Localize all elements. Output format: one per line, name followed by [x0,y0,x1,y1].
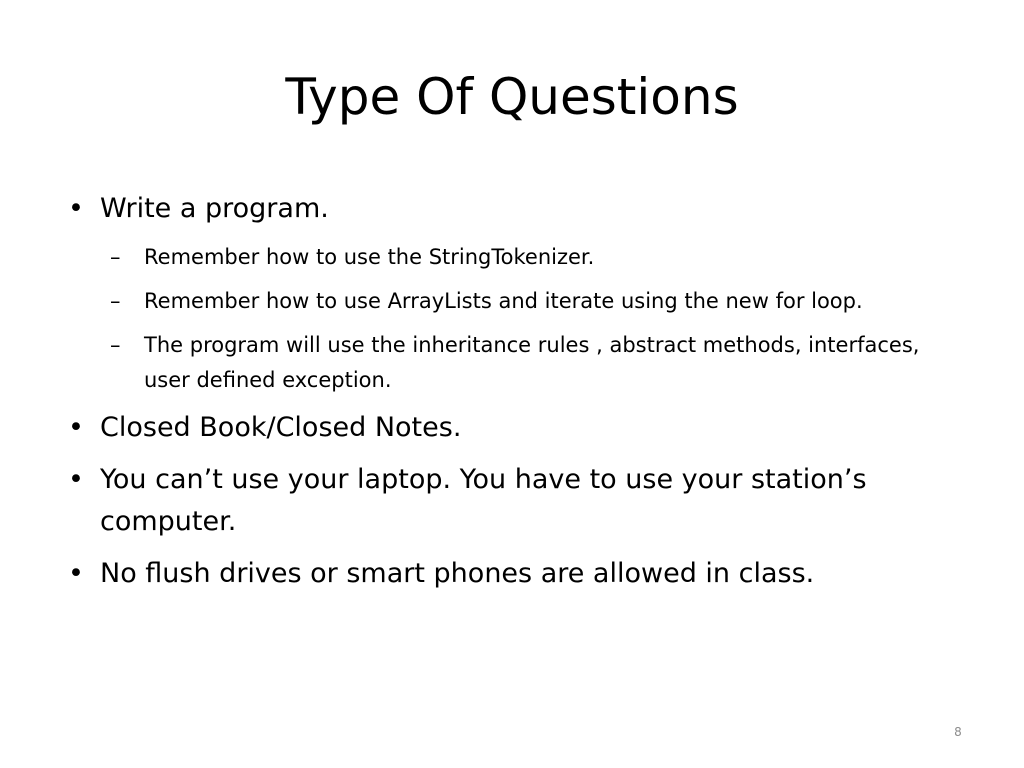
bullet-glyph: • [68,464,84,495]
sub-item-text: The program will use the inheritance rules , abstract methods, interfaces, user defined exception. [144,333,920,392]
sub-item-arraylists [68,284,968,319]
bullet-text: No flush drives or smart phones are allowed in class. [100,558,815,589]
sub-item-text: Remember how to use the StringTokenizer. [144,245,595,269]
dash-glyph: – [110,289,121,313]
slide-content [68,188,968,605]
bullet-text: Closed Book/Closed Notes. [100,412,462,443]
bullet-item-closed-book [68,407,968,449]
sub-item-stringtokenizer [68,240,968,275]
bullet-text: Write a program. [100,193,329,224]
dash-glyph: – [110,245,121,269]
bullet-glyph: • [68,412,84,443]
bullet-glyph: • [68,558,84,589]
page-number: 8 [954,725,962,739]
bullet-item-laptop [68,459,968,543]
slide-title: Type Of Questions [285,68,739,126]
sub-list [68,240,968,398]
bullet-glyph: • [68,193,84,224]
bullet-item-no-flash-drives [68,553,968,595]
sub-item-text: Remember how to use ArrayLists and iterate using the new for loop. [144,289,863,313]
dash-glyph: – [110,333,121,357]
sub-item-inheritance [68,328,968,398]
bullet-item-write-program [68,188,968,230]
bullet-text: You can’t use your laptop. You have to use your station’s computer. [100,464,867,537]
